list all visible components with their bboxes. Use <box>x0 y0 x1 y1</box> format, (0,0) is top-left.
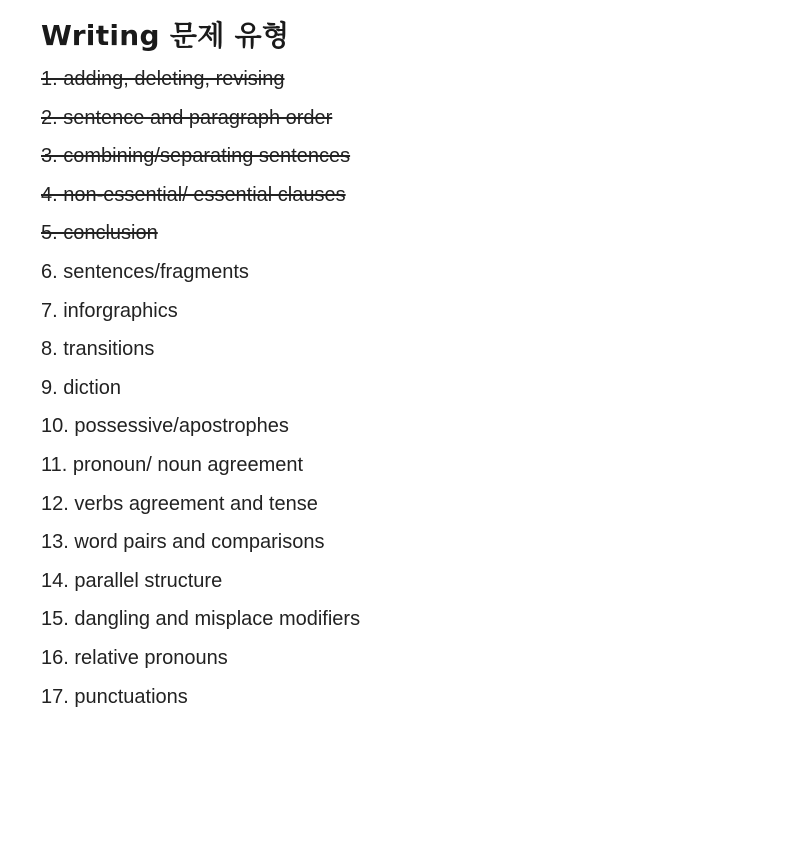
list-item-text: 5. conclusion <box>41 222 158 245</box>
page-title: Writing 문제 유형 <box>41 19 290 52</box>
list-item-text: 9. diction <box>41 376 122 399</box>
list-item <box>41 407 790 446</box>
list-item-text: 2. sentence and paragraph order <box>41 106 333 129</box>
list-item <box>41 253 790 292</box>
list-item-completed <box>41 99 790 138</box>
list-item-text: 6. sentences/fragments <box>41 260 249 283</box>
list-item-text: 15. dangling and misplace modifiers <box>41 608 361 631</box>
list-item-text: 17. punctuations <box>41 685 188 708</box>
list-item <box>41 600 790 639</box>
list-item-completed <box>41 137 790 176</box>
list-item-text: 13. word pairs and comparisons <box>41 531 325 554</box>
list-item-completed <box>41 60 790 99</box>
list-item <box>41 292 790 331</box>
list-item <box>41 369 790 408</box>
list-item-text: 4. non-essential/ essential clauses <box>41 183 346 206</box>
list-item-text: 1. adding, deleting, revising <box>41 68 285 90</box>
list-item <box>41 330 790 369</box>
list-item-text: 7. inforgraphics <box>41 299 178 322</box>
list-item-text: 14. parallel structure <box>41 569 223 592</box>
topic-list <box>41 60 790 716</box>
list-item-text: 12. verbs agreement and tense <box>41 492 318 515</box>
list-item <box>41 562 790 601</box>
list-item <box>41 485 790 524</box>
list-item <box>41 446 790 485</box>
list-item-text: 11. pronoun/ noun agreement <box>41 453 304 476</box>
list-item-text: 8. transitions <box>41 338 155 361</box>
list-item <box>41 678 790 717</box>
list-item-completed <box>41 214 790 253</box>
list-item-text: 10. possessive/apostrophes <box>41 415 289 438</box>
list-item <box>41 639 790 678</box>
list-item-completed <box>41 176 790 215</box>
list-item-text: 16. relative pronouns <box>41 646 228 669</box>
document-page <box>41 14 790 716</box>
list-item <box>41 523 790 562</box>
list-item-text: 3. combining/separating sentences <box>41 145 351 168</box>
